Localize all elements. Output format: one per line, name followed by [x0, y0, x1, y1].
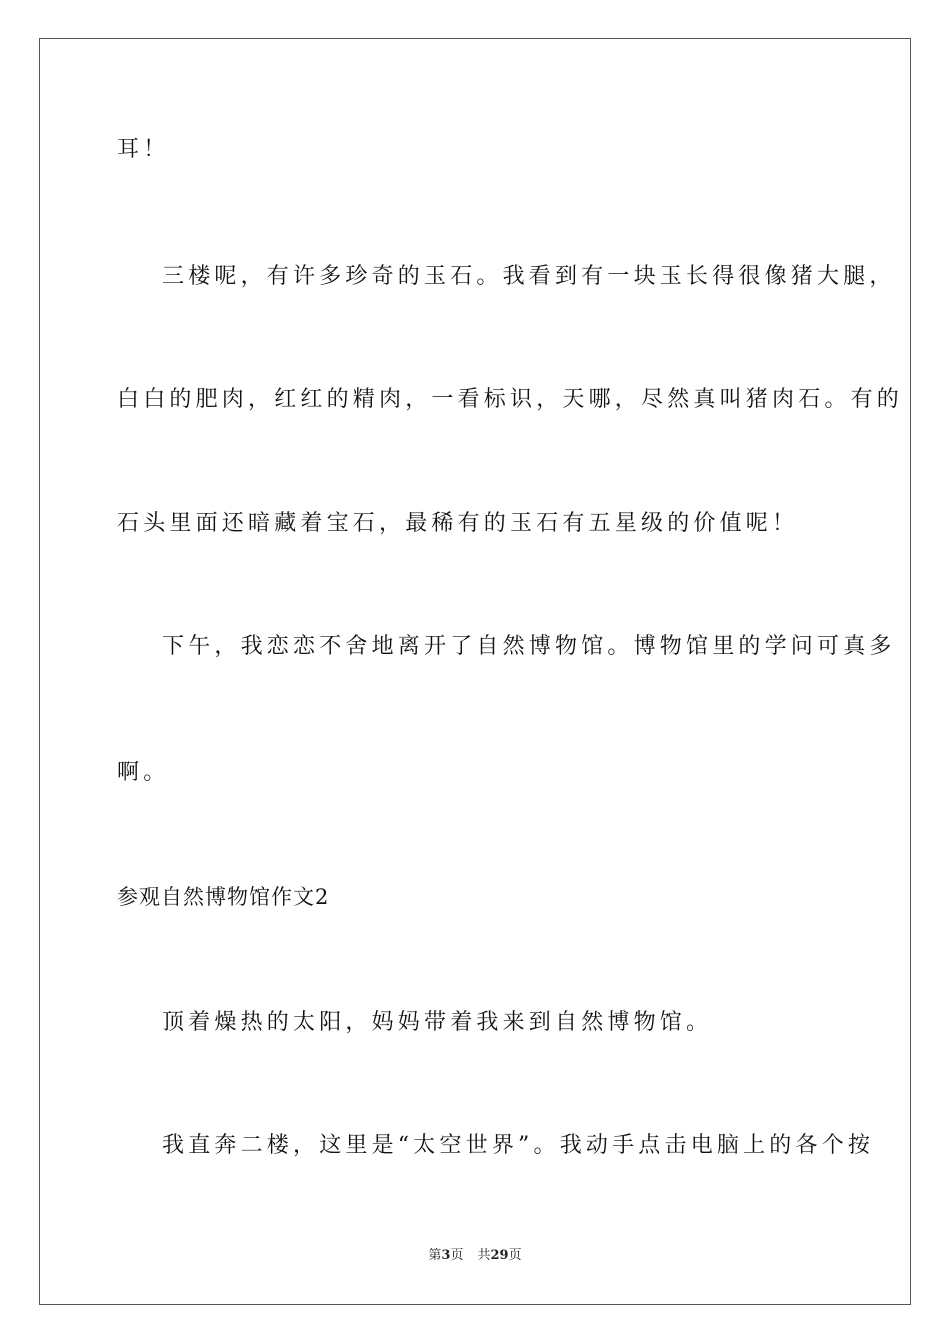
page-footer [0, 1247, 950, 1265]
text-line-1: 耳！ [117, 137, 170, 162]
footer-total-pages: 29 [490, 1248, 509, 1263]
page-frame [39, 38, 911, 1305]
footer-page-prefix: 第 [428, 1248, 442, 1263]
paragraph-afternoon: 下午，我恋恋不舍地离开了自然博物馆。博物馆里的学问可真多 [162, 634, 896, 659]
paragraph-sun: 顶着燥热的太阳，妈妈带着我来到自然博物馆。 [162, 1010, 713, 1035]
paragraph-space-world: 我直奔二楼，这里是“太空世界”。我动手点击电脑上的各个按 [162, 1133, 875, 1158]
text-line-4: 石头里面还暗藏着宝石，最稀有的玉石有五星级的价值呢！ [117, 511, 799, 536]
text-line-6: 啊。 [117, 760, 170, 785]
paragraph-third-floor: 三楼呢，有许多珍奇的玉石。我看到有一块玉长得很像猪大腿， [162, 264, 896, 289]
essay-title-2: 参观自然博物馆作文2 [117, 885, 330, 909]
footer-page-number: 3 [441, 1248, 451, 1263]
footer-total-suffix: 页 [508, 1248, 522, 1263]
text-line-3: 白白的肥肉，红红的精肉，一看标识，天哪，尽然真叫猪肉石。有的 [117, 387, 904, 412]
footer-total-prefix: 共 [477, 1248, 491, 1263]
footer-page-suffix: 页 [450, 1248, 464, 1263]
